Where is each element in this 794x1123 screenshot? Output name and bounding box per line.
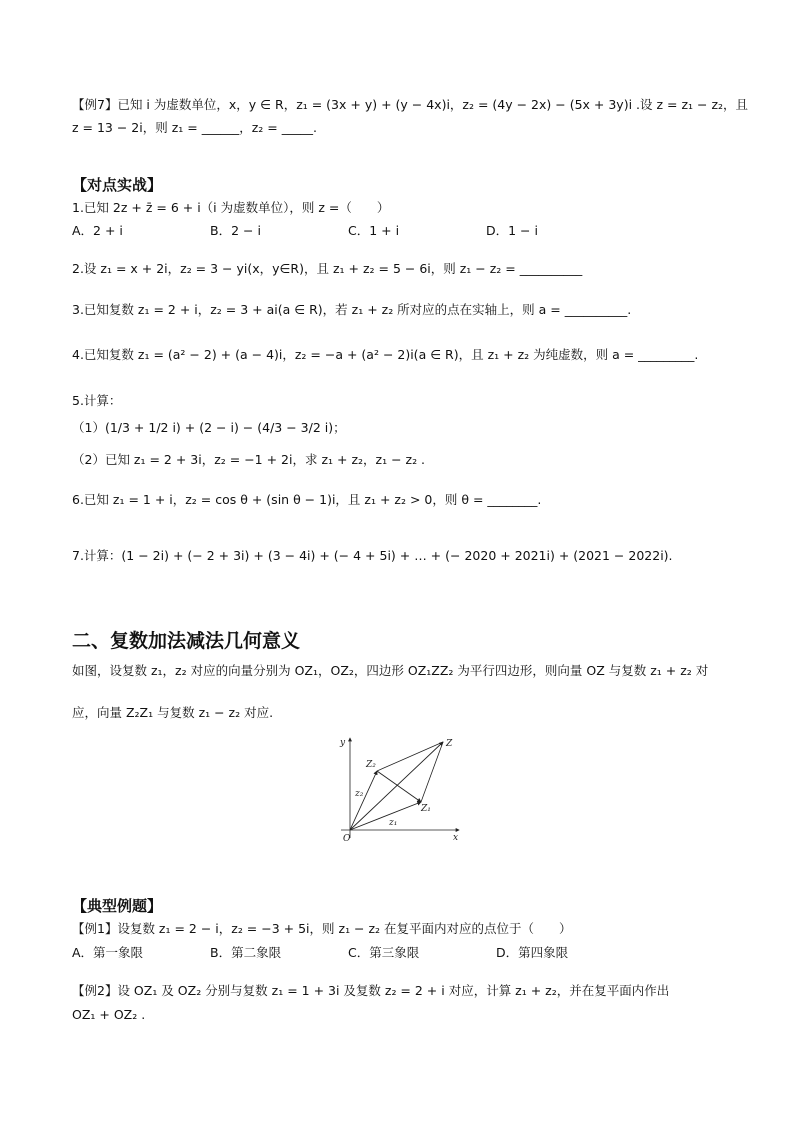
parallelogram-figure <box>335 734 465 844</box>
q1-option-a: A．2 + i <box>72 223 123 238</box>
x-axis-label: x <box>453 833 459 843</box>
question-3: 3.已知复数 z₁ = 2 + i，z₂ = 3 + ai(a ∈ R)，若 z₁ + z₂ 所对应的点在实轴上，则 a = __________. <box>72 302 632 317</box>
section-paragraph-line-1: 如图，设复数 z₁，z₂ 对应的向量分别为 OZ₁，OZ₂，四边形 OZ₁ZZ₂ 为平行四边形，则向量 OZ 与复数 z₁ + z₂ 对 <box>72 663 709 678</box>
vector-oz <box>350 742 443 830</box>
question-5-part-2: （2）已知 z₁ = 2 + 3i，z₂ = −1 + 2i，求 z₁ + z₂，z₁ − z₂ . <box>72 452 426 467</box>
point-z1-label: Z₁ <box>421 804 431 814</box>
example-1: 【例1】设复数 z₁ = 2 − i，z₂ = −3 + 5i，则 z₁ − z₂ 在复平面内对应的点位于（ ） <box>72 921 572 936</box>
question-5-part-1: （1）(1/3 + 1/2 i) + (2 − i) − (4/3 − 3/2 i)； <box>72 420 346 435</box>
question-6: 6.已知 z₁ = 1 + i，z₂ = cos θ + (sin θ − 1)i，且 z₁ + z₂ > 0，则 θ = ________. <box>72 492 542 507</box>
ex1-option-a: A．第一象限 <box>72 945 144 960</box>
practice-heading: 【对点实战】 <box>72 176 163 194</box>
q1-option-b: B．2 − i <box>210 223 261 238</box>
question-7: 7.计算：(1 − 2i) + (− 2 + 3i) + (3 − 4i) + (− 4 + 5i) + … + (− 2020 + 2021i) + (2021 − 2022i). <box>72 548 673 563</box>
section-paragraph-line-2: 应，向量 Z₂Z₁ 与复数 z₁ − z₂ 对应. <box>72 705 274 720</box>
example-2-line-1: 【例2】设 OZ₁ 及 OZ₂ 分别与复数 z₁ = 1 + 3i 及复数 z₂ = 2 + i 对应，计算 z₁ + z₂，并在复平面内作出 <box>72 983 670 998</box>
q1-option-c: C．1 + i <box>348 223 400 238</box>
point-z-label: Z <box>446 739 453 749</box>
example-2-line-2: OZ₁ + OZ₂ . <box>72 1007 146 1022</box>
ex1-option-c: C．第三象限 <box>348 945 420 960</box>
typical-heading: 【典型例题】 <box>72 897 163 915</box>
side-z2-z <box>377 742 443 771</box>
example-7-line-1: 【例7】已知 i 为虚数单位，x，y ∈ R，z₁ = (3x + y) + (y − 4x)i，z₂ = (4y − 2x) − (5x + 3y)i .设 z = z₁ − z₂，且 <box>72 97 749 112</box>
origin-label: O <box>343 834 351 844</box>
question-2: 2.设 z₁ = x + 2i，z₂ = 3 − yi(x，y∈R)，且 z₁ + z₂ = 5 − 6i，则 z₁ − z₂ = __________ <box>72 261 583 276</box>
question-4: 4.已知复数 z₁ = (a² − 2) + (a − 4)i，z₂ = −a + (a² − 2)i(a ∈ R)，且 z₁ + z₂ 为纯虚数，则 a = _________. <box>72 347 699 362</box>
ex1-option-b: B．第二象限 <box>210 945 282 960</box>
ex1-option-d: D．第四象限 <box>496 945 569 960</box>
vector-z2z1 <box>377 771 421 802</box>
question-5-title: 5.计算： <box>72 393 122 408</box>
vector-z2-label: z₂ <box>355 789 364 799</box>
example-7-line-2: z = 13 − 2i，则 z₁ = ______，z₂ = _____. <box>72 120 317 135</box>
q1-option-d: D．1 − i <box>486 223 538 238</box>
question-1: 1.已知 2z + z̄ = 6 + i（i 为虚数单位），则 z =（ ） <box>72 200 390 215</box>
side-z1-z <box>421 742 443 802</box>
point-z2-label: Z₂ <box>366 760 376 770</box>
y-axis-label: y <box>340 738 346 748</box>
vector-z1-label: z₁ <box>389 818 398 828</box>
section-title: 二、复数加法减法几何意义 <box>72 630 301 652</box>
